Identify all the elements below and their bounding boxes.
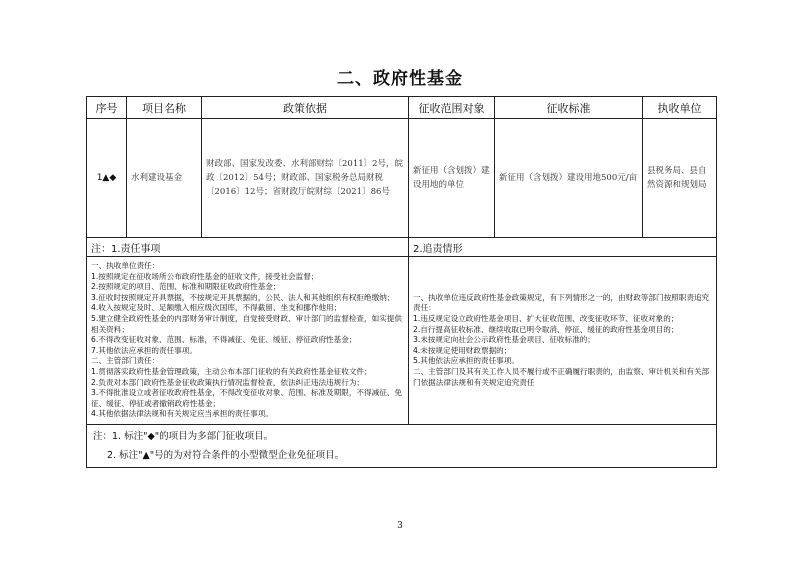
responsibility-line: 二、主管部门责任： (91, 356, 160, 366)
page-number: 3 (397, 521, 403, 531)
responsibility-line: 4.其他依据法律法规和有关规定应当承担的责任事项。 (91, 409, 273, 419)
responsibility-line: 2.按照规定的项目、范围、标准和期限征收政府性基金； (91, 282, 281, 292)
note-line: 注：1. 标注"◆"的项目为多部门征收项目。 (93, 430, 274, 442)
accountability-line: 5.其他依法应承担的责任事项。 (413, 356, 519, 366)
responsibility-line: 4.收入按规定及时、足额缴入相应级次国库，不得截留、坐支和挪作他用； (91, 303, 342, 313)
accountability-label: 2.追责情形 (409, 238, 717, 257)
accountability-line: 一、执收单位违反政府性基金政策规定，有下列情形之一的，由财政等部门按照职责追究责任： (413, 292, 710, 313)
responsibility-text (87, 257, 409, 425)
accountability-line: 3.未按规定向社会公示政府性基金项目、征收标准的； (413, 335, 595, 345)
responsibility-line: 一、执收单位责任： (91, 261, 160, 270)
header-policy: 政策依据 (202, 97, 409, 119)
header-seq: 序号 (87, 97, 127, 119)
note-line: 2. 标注"▲"号的为对符合条件的小型微型企业免征项目。 (107, 449, 345, 461)
cell-seq: 1▲◆ (87, 119, 127, 238)
responsibility-line: 5.建立健全政府性基金的内部财务审计制度，自觉接受财政、审计部门的监督检查，如实提供相关资料； (91, 313, 402, 334)
header-standard: 征收标准 (495, 97, 643, 119)
cell-standard: 新征用（含划拨）建设用地500元/亩 (495, 119, 643, 238)
accountability-line: 二、主管部门及其有关工作人员不履行或不正确履行职责的，由监察、审计机关和有关部门依据法律法规和有关规定追究责任 (413, 366, 710, 387)
accountability-line: 2.自行提高征收标准、继续收取已明令取消、停征、缓征的政府性基金项目的； (413, 324, 679, 334)
header-collector: 执收单位 (643, 97, 717, 119)
responsibility-line: 7.其他依法应承担的责任事项。 (91, 345, 197, 355)
cell-collector: 县税务局、县自然资源和规划局 (643, 119, 717, 238)
responsibility-line: 6.不得改变征收对象、范围、标准，不得减征、免征、缓征、停征政府性基金； (91, 335, 357, 345)
responsibility-line: 3.不得批准设立或者征收政府性基金，不得改变征收对象、范围、标准及期限，不得减征、免征、缓征、停征或者撤销政府性基金； (91, 388, 402, 408)
table-row (87, 119, 717, 238)
fund-table (86, 96, 717, 468)
notes-cell (87, 424, 717, 467)
responsibility-line: 3.征收时按照规定开具票据，不按规定开具票据的，公民、法人和其他组织有权拒绝缴纳； (91, 292, 395, 302)
responsibility-line: 1.按照规定在征收场所公布政府性基金的征收文件，接受社会监督； (91, 271, 319, 281)
notes-row (87, 424, 717, 467)
cell-name: 水利建设基金 (127, 119, 202, 238)
responsibility-line: 1.贯彻落实政府性基金管理政策，主动公布本部门征收的有关政府性基金征收文件； (91, 366, 372, 376)
accountability-text (409, 257, 717, 425)
responsibility-line: 2.负责对本部门政府性基金征收政策执行情况监督检查，依法纠正违法违规行为； (91, 377, 365, 387)
responsibility-detail-row (87, 257, 717, 425)
table-header-row (87, 97, 717, 119)
header-name: 项目名称 (127, 97, 202, 119)
responsibility-label: 注：1.责任事项 (87, 238, 409, 257)
accountability-line: 4.未按规定使用财政票据的； (413, 345, 512, 355)
cell-policy: 财政部、国家发改委、水利部财综〔2011〕2号，皖政〔2012〕54号；财政部、国家税务总局财税〔2016〕12号；省财政厅皖财综〔2021〕86号 (202, 119, 409, 238)
header-scope: 征收范围对象 (409, 97, 495, 119)
page-title: 二、政府性基金 (337, 69, 463, 89)
accountability-line: 1.违反规定设立政府性基金项目、扩大征收范围、改变征收环节、征收对象的； (413, 313, 679, 323)
cell-scope: 新征用（含划拨）建设用地的单位 (409, 119, 495, 238)
responsibility-header-row (87, 238, 717, 257)
